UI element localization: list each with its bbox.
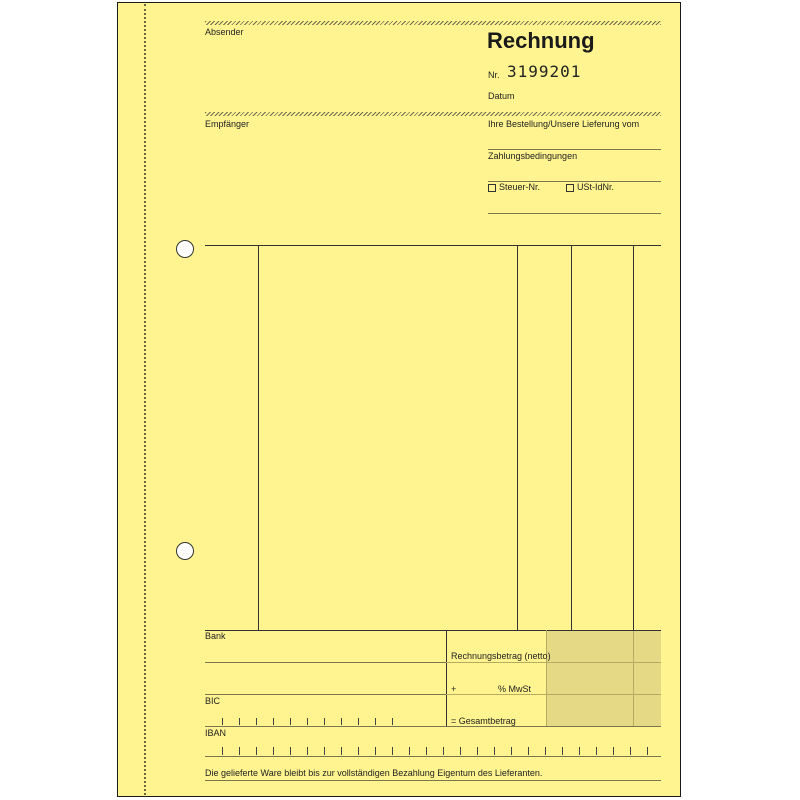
perforation-line xyxy=(144,4,146,795)
item-table-column-divider-2 xyxy=(517,245,518,630)
bic-label: BIC xyxy=(205,696,221,706)
iban-tick xyxy=(324,747,325,755)
invoice-number: 3199201 xyxy=(507,62,582,81)
bic-line xyxy=(205,726,661,727)
item-table-column-divider-4 xyxy=(633,245,634,630)
bic-tick xyxy=(392,718,393,725)
iban-tick xyxy=(375,747,376,755)
date-label: Datum xyxy=(488,91,515,101)
tax-number-label: Steuer-Nr. xyxy=(499,182,541,192)
item-table-top-line xyxy=(205,245,661,246)
iban-tick xyxy=(426,747,427,755)
net-amount-line xyxy=(446,662,661,663)
iban-tick xyxy=(647,747,648,755)
number-prefix: Nr. xyxy=(488,70,500,80)
bic-tick xyxy=(256,718,257,725)
iban-tick xyxy=(409,747,410,755)
iban-tick xyxy=(477,747,478,755)
iban-tick xyxy=(562,747,563,755)
tax-line xyxy=(488,213,661,214)
bic-tick xyxy=(324,718,325,725)
bic-tick xyxy=(239,718,240,725)
iban-tick xyxy=(630,747,631,755)
totals-amount-border xyxy=(546,630,547,727)
iban-tick xyxy=(222,747,223,755)
iban-tick xyxy=(596,747,597,755)
header-hatch-top xyxy=(205,21,661,25)
plus-sign: + xyxy=(451,684,457,694)
total-amount-label: = Gesamtbetrag xyxy=(451,716,516,726)
item-table-column-divider-1 xyxy=(258,245,259,630)
vat-label: % MwSt xyxy=(498,684,532,694)
iban-tick xyxy=(256,747,257,755)
order-line xyxy=(488,149,661,150)
punch-hole-top xyxy=(176,240,194,258)
vat-line xyxy=(446,694,661,695)
iban-tick xyxy=(358,747,359,755)
iban-tick xyxy=(511,747,512,755)
iban-tick xyxy=(341,747,342,755)
item-table-column-divider-3 xyxy=(571,245,572,630)
invoice-title: Rechnung xyxy=(487,28,595,53)
iban-tick xyxy=(528,747,529,755)
iban-tick xyxy=(307,747,308,755)
footer-line xyxy=(205,780,661,781)
bic-tick xyxy=(222,718,223,725)
footer-note: Die gelieferte Ware bleibt bis zur vollständigen Bezahlung Eigentum des Lieferanten. xyxy=(205,768,543,778)
payment-terms-label: Zahlungsbedingungen xyxy=(488,151,578,161)
sender-label: Absender xyxy=(205,27,244,37)
bic-tick xyxy=(358,718,359,725)
iban-tick xyxy=(579,747,580,755)
order-label: Ihre Bestellung/Unsere Lieferung vom xyxy=(488,119,640,129)
iban-tick xyxy=(545,747,546,755)
recipient-label: Empfänger xyxy=(205,119,250,129)
iban-tick xyxy=(239,747,240,755)
iban-tick xyxy=(494,747,495,755)
vat-id-checkbox[interactable] xyxy=(566,184,574,192)
iban-tick xyxy=(613,747,614,755)
net-amount-label: Rechnungsbetrag (netto) xyxy=(451,651,551,661)
bic-tick xyxy=(375,718,376,725)
iban-line xyxy=(205,756,661,757)
bic-tick xyxy=(273,718,274,725)
punch-hole-bottom xyxy=(176,542,194,560)
bank-label: Bank xyxy=(205,631,226,641)
totals-cents-divider xyxy=(633,631,634,727)
bic-tick xyxy=(341,718,342,725)
bank-line-2 xyxy=(205,694,446,695)
iban-label: IBAN xyxy=(205,728,227,738)
bank-line xyxy=(205,662,446,663)
iban-tick xyxy=(460,747,461,755)
iban-tick xyxy=(443,747,444,755)
iban-tick xyxy=(273,747,274,755)
bic-tick xyxy=(290,718,291,725)
tax-number-checkbox[interactable] xyxy=(488,184,496,192)
vat-id-label: USt-IdNr. xyxy=(577,182,615,192)
iban-tick xyxy=(290,747,291,755)
iban-tick xyxy=(392,747,393,755)
totals-amount-shaded-area xyxy=(547,631,661,727)
totals-left-border xyxy=(446,630,447,727)
header-hatch-bottom xyxy=(205,112,661,116)
bic-tick xyxy=(307,718,308,725)
